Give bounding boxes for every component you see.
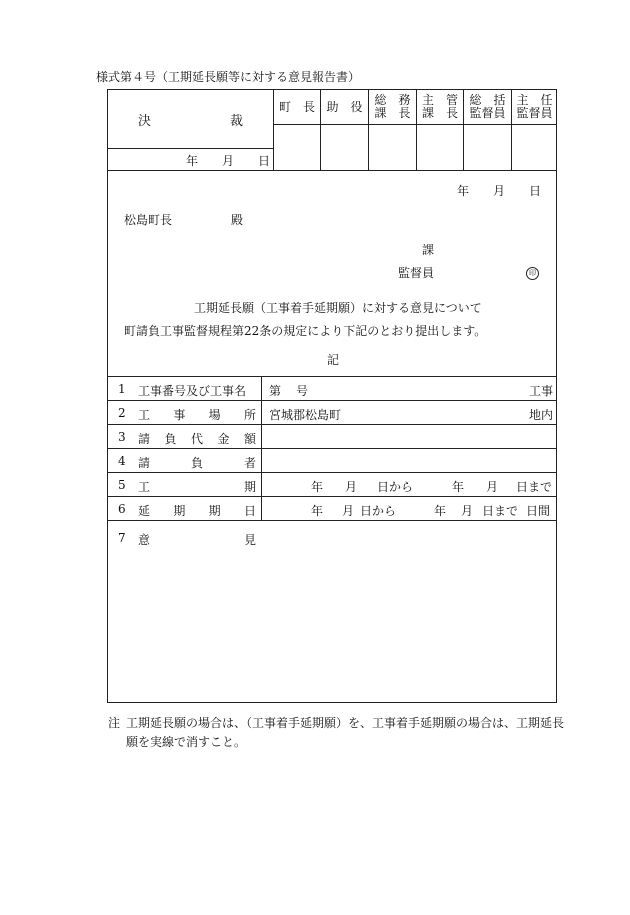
report-body: 年 月 日 松島町長 殿 課 監督員 印 工期延長願（工事着手延期願）に対する意見について 町請負工事監督規程第22条の規定により下記のとおり提出します。 記 1 工事番号及び工事名 第 号 工事 2 工 事 場 所 宮城郡松島町 地内 3 請 負 代 金 額 4 請 負 者 5 工 期 年 月 日から 年 月 日まで 6 延 期 期 日 年 月 日から 年 月 日まで 日間 7 意 見 (107, 171, 557, 703)
decision-label-1: 決 (138, 113, 152, 129)
row-label: 請 負 代 金 額 (138, 432, 256, 446)
subject: 工期延長願（工事着手延期願）に対する意見について (194, 301, 482, 315)
approval-col-mayor: 町 長 (278, 99, 315, 114)
row-label: 意 見 (138, 533, 256, 547)
honorific: 殿 (231, 213, 244, 227)
report-date-month: 月 (493, 184, 506, 198)
note-text: 工期延長願の場合は、（工事着手延期願）を、工事着手延期願の場合は、工期延長願を実線で消すこと。 (126, 716, 565, 749)
approval-block (107, 89, 557, 171)
form-title: 様式第４号（工期延長願等に対する意見報告書） (96, 70, 361, 84)
decision-cell (108, 90, 273, 148)
row-label: 工 期 (138, 480, 256, 494)
supervisor-label: 監督員 (398, 266, 435, 280)
footnote (108, 714, 568, 752)
decision-date: 年 月 日 (186, 154, 271, 168)
decision-label-2: 裁 (229, 113, 243, 129)
addressee: 松島町長 (124, 213, 173, 227)
section-label: 課 (422, 243, 435, 257)
approval-col-general-affairs: 総 務 課 長 (374, 93, 411, 120)
report-date-day: 日 (529, 184, 542, 198)
approval-col-chief-supervisor: 総 括 監督員 (469, 93, 506, 120)
approval-col-deputy: 助 役 (326, 99, 363, 114)
ki-label: 記 (327, 353, 340, 367)
statement: 町請負工事監督規程第22条の規定により下記のとおり提出します。 (124, 324, 487, 338)
row-label: 請 負 者 (138, 456, 256, 470)
note-mark: 注 (108, 716, 121, 730)
row-label: 延 期 期 日 (138, 504, 256, 518)
row-label: 工事番号及び工事名 (138, 384, 247, 398)
approval-col-lead-supervisor: 主 任 監督員 (516, 93, 553, 120)
approval-col-manager: 主 管 課 長 (421, 93, 458, 120)
report-date-year: 年 (457, 184, 470, 198)
seal-mark: 印 (526, 267, 539, 280)
row-label: 工 事 場 所 (138, 408, 256, 422)
